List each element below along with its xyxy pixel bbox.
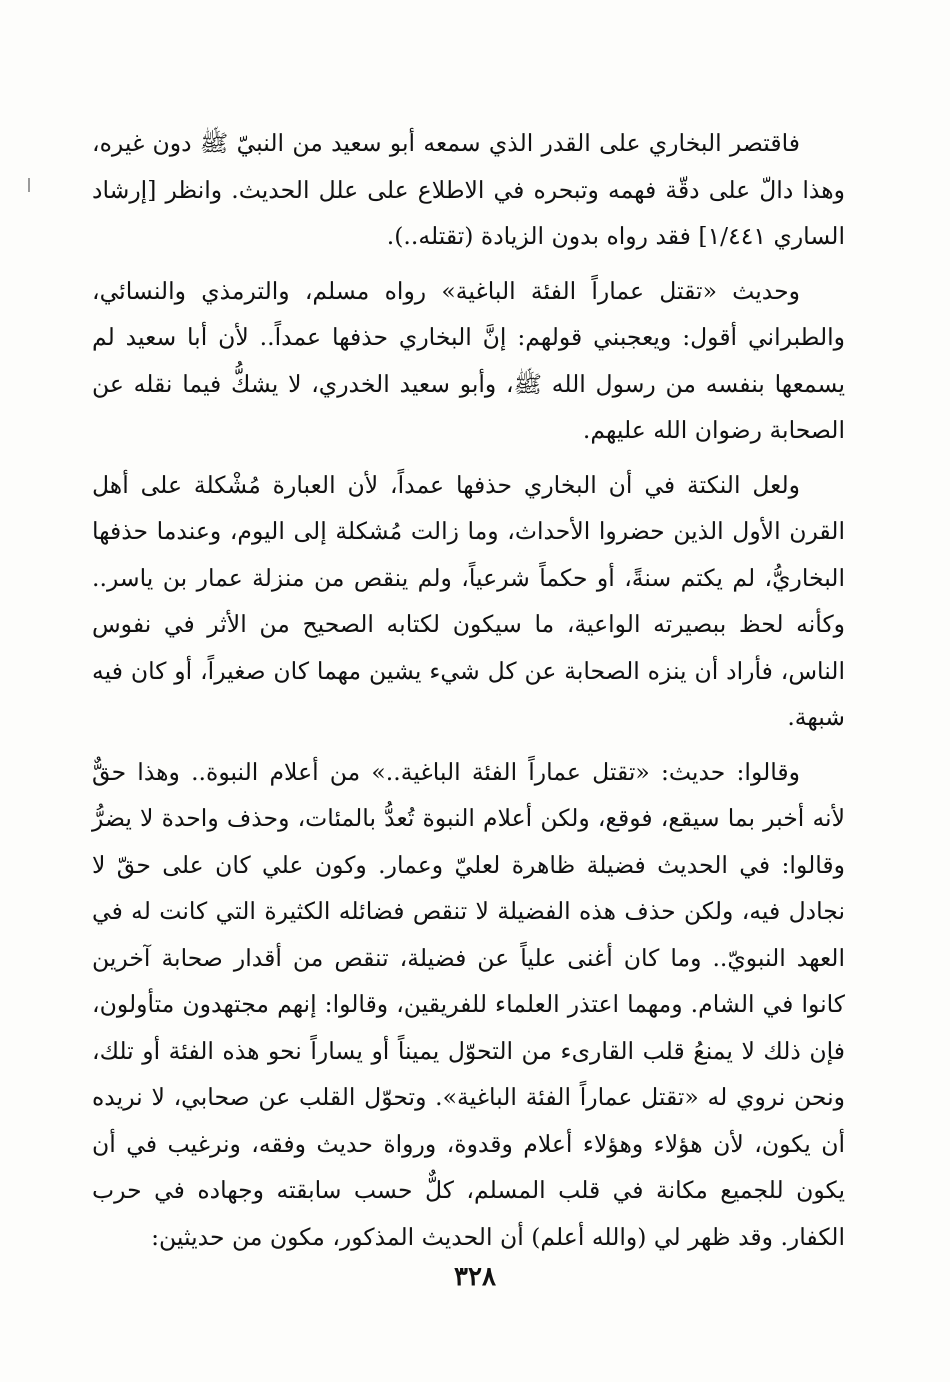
- paragraph-4: وقالوا: حديث: «تقتل عماراً الفئة الباغية..» من أعلام النبوة.. وهذا حقٌّ لأنه أخبر بما سيقع، فوقع، ولكن أعلام النبوة تُعدُّ بالمئات، وحذف واحدة لا يضرُّ وقالوا: في الحديث فضيلة ظاهرة لعليّ وعمار. وكون علي كان على حقّ لا نجادل فيه، ولكن حذف هذه الفضيلة لا تنقص فضائله الكثيرة التي كانت له في العهد النبويّ.. وما كان أغنى علياً عن فضيلة، تنقص من أقدار صحابة آخرين كانوا في الشام. ومهما اعتذر العلماء للفريقين، وقالوا: إنهم مجتهدون متأولون، فإن ذلك لا يمنعُ قلب القارىء من التحوّل يميناً أو يساراً نحو هذه الفئة أو تلك، ونحن نروي له «تقتل عماراً الفئة الباغية». وتحوّل القلب عن صحابي، لا نريده أن يكون، لأن هؤلاء وهؤلاء أعلام وقدوة، ورواة حديث وفقه، ونرغيب في أن يكون للجميع مكانة في قلب المسلم، كلٌّ حسب سابقته وجهاده في حرب الكفار. وقد ظهر لي (والله أعلم) أن الحديث المذكور، مكون من حديثين:: [92, 757, 845, 1251]
- paragraph-3: ولعل النكتة في أن البخاري حذفها عمداً، لأن العبارة مُشْكلة على أهل القرن الأول الذين حضروا الأحداث، وما زالت مُشكلة إلى اليوم، وعندما حذفها البخاريُّ، لم يكتم سنةً، أو حكماً شرعياً، ولم ينقص من منزلة عمار بن ياسر.. وكأنه لحظ ببصيرته الواعية، ما سيكون لكتابه الصحيح من الأثر في نفوس الناس، فأراد أن ينزه الصحابة عن كل شيء يشين مهما كان صغيراً، أو كان فيه شبهة.: [92, 470, 845, 731]
- body-text: [92, 120, 845, 1260]
- margin-mark: [28, 178, 30, 192]
- paragraph-1: فاقتصر البخاري على القدر الذي سمعه أبو سعيد من النبيّ ﷺ دون غيره، وهذا دالّ على دقّة فهمه وتبحره في الاطلاع على علل الحديث. وانظر [إرشاد الساري ١/٤٤١] فقد رواه بدون الزيادة (تقتله..).: [92, 129, 845, 250]
- page-number: ٣٢٨: [454, 1262, 496, 1292]
- paragraph-2: وحديث «تقتل عماراً الفئة الباغية» رواه مسلم، والترمذي والنسائي، والطبراني أقول: ويعجبني قولهم: إنَّ البخاري حذفها عمداً.. لأن أبا سعيد لم يسمعها بنفسه من رسول الله ﷺ، وأبو سعيد الخدري، لا يشكُّ فيما نقله عن الصحابة رضوان الله عليهم.: [92, 276, 845, 444]
